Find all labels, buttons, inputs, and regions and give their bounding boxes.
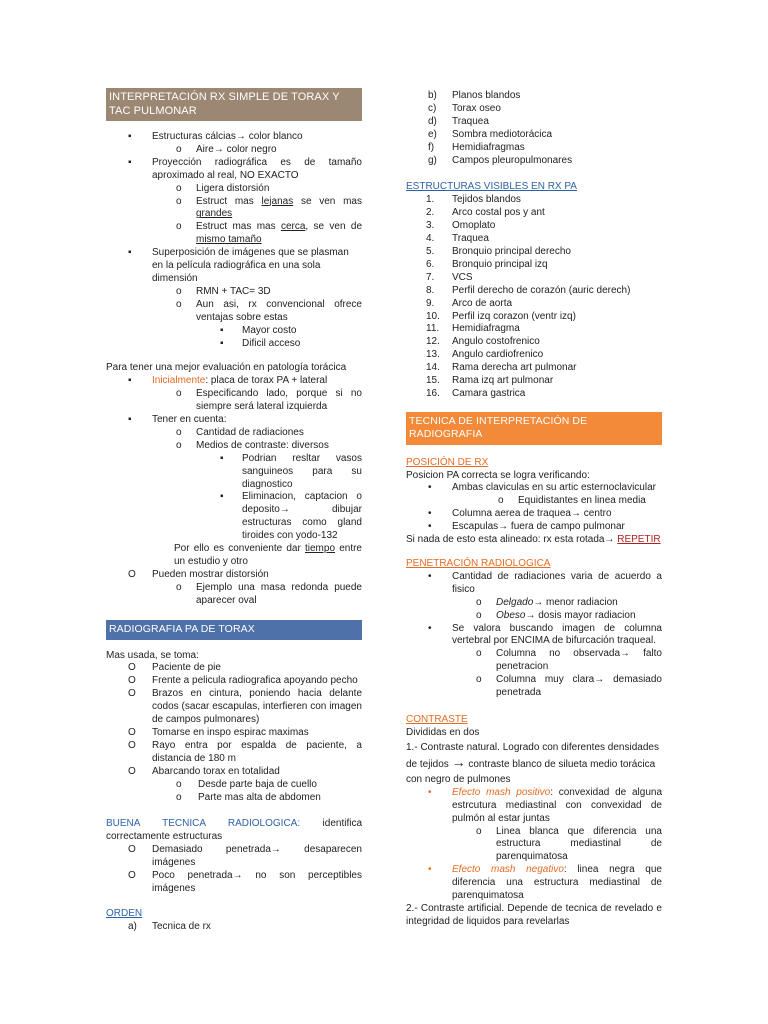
list-item	[406, 648, 662, 674]
item-text: cerca	[280, 221, 306, 233]
list-item	[406, 571, 662, 597]
item-text: Se valora buscando imagen de columna vertebral por ENCIMA de bifurcación traqueal.	[452, 622, 662, 647]
section-heading: ESTRUCTURAS VISIBLES EN RX PA	[406, 181, 577, 193]
main-title: INTERPRETACIÓN RX SIMPLE DE TORAX Y TAC PULMONAR	[109, 91, 340, 117]
list-number: 14.	[426, 362, 440, 374]
item-text: Medios de contraste: diversos	[196, 439, 329, 451]
item-text: centro	[580, 508, 612, 520]
item-text: Ligera distorsión	[196, 182, 270, 194]
item-text: Escapulas	[452, 521, 499, 533]
item-text: : linea negra que diferencia una estructura mediastinal de parenquimatosa	[452, 864, 662, 902]
heading-text: BUENA TECNICA RADIOLOGICA:	[106, 818, 301, 830]
list-item	[106, 688, 362, 727]
list-number: 5.	[426, 245, 435, 257]
circle-bullet-icon: o	[176, 182, 182, 194]
circle-bullet-icon: o	[476, 648, 482, 660]
list-item	[406, 623, 662, 649]
section-title: TECNICA DE INTERPRETACIÓN DE RADIOGRAFIA	[409, 414, 588, 440]
paragraph	[406, 534, 662, 547]
list-item	[106, 569, 362, 582]
section-heading: PENETRACIÓN RADIOLOGICA	[406, 558, 551, 569]
paragraph: Posicion PA correcta se logra verificando:	[406, 469, 590, 481]
list-item	[106, 582, 362, 608]
list-item	[106, 375, 362, 388]
square-bullet-icon: ▪	[220, 491, 224, 503]
list-item	[106, 491, 362, 543]
list-item	[106, 299, 362, 325]
item-text: Tecnica de rx	[152, 920, 211, 932]
item-text: Tejidos blandos	[452, 194, 521, 206]
list-number: 15.	[426, 375, 440, 387]
list-item	[406, 826, 662, 865]
item-text: Rayo entra por espalda de paciente, a distancia de 180 m	[152, 739, 362, 764]
list-item	[106, 388, 362, 414]
list-item	[406, 129, 662, 142]
item-text: Ambas claviculas en su artic esternoclavicular	[452, 482, 656, 494]
item-text: Brazos en cintura, poniendo hacia delante codos (sacar escapulas, interfieren con imagen de campos pulmonares)	[152, 688, 362, 726]
section-heading: POSICIÓN DE RX	[406, 456, 489, 468]
item-text: falto penetracion	[496, 648, 662, 673]
circle-bullet-icon: o	[176, 791, 182, 803]
list-item	[106, 792, 362, 805]
item-text: identifica correctamente estructuras	[106, 818, 363, 843]
list-number: 8.	[426, 284, 435, 296]
item-text: Torax oseo	[452, 102, 501, 114]
list-item	[106, 766, 362, 779]
square-bullet-icon: ▪	[128, 156, 132, 168]
section-heading: CONTRASTE	[406, 713, 468, 725]
paragraph	[106, 543, 362, 569]
circle-bullet-icon: O	[128, 568, 136, 580]
item-text: Especificando lado, porque si no siempre será lateral izquierda	[196, 388, 362, 413]
item-text: Superposición de imágenes que se plasman en la película radiográfica en una sola dimensión	[152, 247, 349, 284]
item-text: Frente a pelicula radiografica apoyando pecho	[152, 675, 358, 687]
item-text: desaparecen imágenes	[152, 844, 362, 869]
item-text: 1.- Contraste natural. Logrado con diferentes densidades de tejidos	[406, 741, 659, 770]
list-number: 7.	[426, 271, 435, 283]
list-item	[406, 285, 662, 298]
square-bullet-icon: ▪	[220, 324, 224, 336]
item-text: Demasiado penetrada	[152, 844, 271, 856]
arrow-icon: →	[232, 870, 243, 882]
item-text: Sombra mediotorácica	[452, 128, 553, 140]
circle-bullet-icon: O	[128, 675, 136, 687]
circle-bullet-icon: o	[176, 426, 182, 438]
paragraph	[406, 740, 662, 787]
section-title: RADIOGRAFIA PA DE TORAX	[109, 622, 255, 635]
item-text: Linea blanca que diferencia una estructura mediastinal de parenquimatosa	[496, 825, 662, 863]
paragraph: Divididas en dos	[406, 726, 480, 738]
item-text: tiempo	[305, 543, 336, 555]
right-column	[406, 90, 662, 929]
item-text: Rama derecha art pulmonar	[452, 362, 577, 374]
dot-bullet-icon: •	[428, 570, 432, 582]
list-item	[406, 246, 662, 259]
list-item	[106, 414, 362, 427]
dot-bullet-icon: •	[428, 622, 432, 634]
list-item	[406, 362, 662, 375]
list-item	[106, 675, 362, 688]
arrow-icon: →	[498, 521, 509, 533]
item-text: grandes	[196, 208, 233, 220]
list-item	[406, 298, 662, 311]
list-item	[106, 338, 362, 351]
list-item	[106, 727, 362, 740]
list-item	[106, 196, 362, 222]
paragraph: Mas usada, se toma:	[106, 649, 199, 661]
list-item	[406, 482, 662, 495]
main-title-band	[106, 88, 362, 121]
arrow-icon: →	[270, 844, 281, 856]
item-text: Estruct mas mas	[196, 221, 281, 233]
list-item	[406, 375, 662, 388]
list-item	[406, 233, 662, 246]
item-text: Efecto mash positivo	[452, 786, 551, 798]
list-item	[406, 207, 662, 220]
list-item	[106, 427, 362, 440]
list-item	[106, 286, 362, 299]
circle-bullet-icon: O	[128, 726, 136, 738]
list-marker: d)	[428, 115, 437, 127]
list-item	[406, 864, 662, 903]
list-item	[106, 247, 362, 286]
list-item	[106, 921, 362, 934]
item-text: Hemidiafragma	[452, 323, 520, 335]
square-bullet-icon: ▪	[128, 131, 132, 142]
item-text: Angulo costofrenico	[452, 336, 540, 348]
circle-bullet-icon: o	[176, 143, 182, 155]
list-number: 1.	[426, 194, 435, 206]
circle-bullet-icon: O	[128, 870, 136, 882]
item-text: Bronquio principal izq	[452, 258, 548, 270]
item-text: Estruct mas	[196, 195, 262, 207]
arrow-icon: →	[594, 674, 605, 686]
list-marker: e)	[428, 128, 437, 140]
dot-bullet-icon: •	[428, 482, 432, 494]
list-item	[106, 662, 362, 675]
circle-bullet-icon: o	[176, 221, 182, 233]
list-item	[406, 116, 662, 129]
section-heading: ORDEN	[106, 907, 143, 919]
item-text: Desde parte baja de cuello	[198, 778, 317, 790]
item-text: Columna aerea de traquea	[452, 508, 571, 520]
list-marker: b)	[428, 90, 437, 101]
item-text: Si nada de esto esta alineado: rx esta rotada	[406, 534, 605, 546]
circle-bullet-icon: o	[176, 778, 182, 790]
arrow-icon: →	[279, 504, 290, 516]
item-text: Aire	[196, 143, 214, 155]
item-text: Tomarse en inspo espirac maximas	[152, 726, 309, 738]
item-text: Parte mas alta de abdomen	[198, 791, 321, 803]
list-item	[406, 495, 662, 508]
circle-bullet-icon: o	[176, 285, 182, 297]
item-text: Perfil derecho de corazón (auric derech)	[452, 284, 631, 296]
item-text: , se ven de	[305, 221, 362, 233]
dot-bullet-icon: •	[428, 521, 432, 533]
item-text: dosis mayor radiacion	[535, 609, 636, 621]
list-item	[106, 870, 362, 896]
list-item	[106, 144, 362, 157]
paragraph: 2.- Contraste artificial. Depende de tecnica de revelado e integridad de liquidos para revelarlas	[406, 902, 662, 927]
circle-bullet-icon: O	[128, 739, 136, 751]
list-item	[406, 155, 662, 168]
item-text: REPETIR	[617, 534, 661, 546]
list-item	[406, 508, 662, 521]
list-number: 13.	[426, 349, 440, 361]
item-text: Estructuras cálcias	[152, 131, 236, 142]
list-item	[106, 131, 362, 144]
circle-bullet-icon: o	[176, 298, 182, 310]
item-text: Traquea	[452, 115, 489, 127]
item-text: : placa de torax PA + lateral	[205, 375, 328, 387]
dot-bullet-icon: •	[428, 786, 432, 798]
arrow-icon: →	[604, 534, 615, 546]
list-item	[106, 183, 362, 196]
item-text: Proyección radiográfica es de tamaño aproximado al real, NO EXACTO	[152, 156, 362, 181]
square-bullet-icon: ▪	[128, 247, 132, 259]
circle-bullet-icon: O	[128, 688, 136, 700]
item-text: dibujar estructuras como gland tiroides con yodo-132	[242, 504, 362, 542]
item-text: Abarcando torax en totalidad	[152, 765, 280, 777]
item-text: Angulo cardiofrenico	[452, 349, 544, 361]
list-number: 12.	[426, 336, 440, 348]
list-number: 16.	[426, 387, 440, 399]
item-text: Hemidiafragmas	[452, 141, 525, 153]
item-text: Mayor costo	[242, 324, 297, 336]
circle-bullet-icon: o	[476, 596, 482, 608]
list-number: 9.	[426, 297, 435, 309]
arrow-icon: →	[570, 508, 581, 520]
paragraph	[106, 818, 362, 844]
item-text: Cantidad de radiaciones varia de acuerdo a fisico	[452, 570, 662, 595]
item-text: Poco penetrada	[152, 870, 233, 882]
list-item	[406, 142, 662, 155]
list-marker: f)	[428, 141, 435, 153]
list-item	[106, 325, 362, 338]
list-item	[406, 259, 662, 272]
list-item	[406, 272, 662, 285]
list-item	[406, 336, 662, 349]
item-text: menor radiacion	[543, 596, 618, 608]
square-bullet-icon: ▪	[128, 414, 132, 426]
square-bullet-icon: ▪	[220, 452, 224, 464]
arrow-icon: →	[213, 143, 224, 155]
item-text: Eliminacion, captacion o deposito	[242, 491, 362, 516]
list-number: 3.	[426, 220, 435, 232]
item-text: Omoplato	[452, 220, 496, 232]
item-text: Columna no observada	[496, 648, 621, 660]
arrow-icon: →	[525, 609, 536, 621]
list-item	[406, 90, 662, 103]
circle-bullet-icon: o	[176, 388, 182, 400]
list-item	[106, 157, 362, 183]
item-text: Camara gastrica	[452, 387, 526, 399]
item-text: Delgado	[496, 596, 534, 608]
item-text: entre un estudio y otro	[174, 543, 362, 567]
list-item	[406, 311, 662, 324]
list-item	[406, 103, 662, 116]
item-text: Traquea	[452, 233, 489, 245]
item-text: Inicialmente	[152, 375, 206, 387]
circle-bullet-icon: o	[476, 609, 482, 621]
item-text: mismo tamaño	[196, 234, 262, 246]
item-text: no son perceptibles imágenes	[152, 870, 362, 894]
item-text: Equidistantes en linea media	[518, 495, 646, 507]
list-number: 2.	[426, 207, 435, 219]
list-marker: g)	[428, 154, 437, 166]
list-item	[406, 610, 662, 623]
list-item	[406, 787, 662, 826]
item-text: Por ello es conveniente dar	[174, 543, 305, 555]
item-text: Dificil acceso	[242, 337, 301, 349]
item-text: Perfil izq corazon (ventr izq)	[452, 310, 576, 322]
left-column	[106, 88, 362, 934]
arrow-icon: →	[620, 648, 631, 660]
item-text: Podrian resltar vasos sanguineos para su diagnostico	[242, 452, 362, 490]
list-number: 10.	[426, 310, 440, 322]
arrow-icon: →	[451, 753, 466, 770]
circle-bullet-icon: O	[128, 662, 136, 674]
item-text: Paciente de pie	[152, 662, 221, 674]
item-text: Aun asi, rx convencional ofrece ventajas sobre estas	[196, 298, 362, 323]
list-marker: c)	[428, 102, 437, 114]
arrow-icon: →	[235, 131, 246, 142]
item-text: Rama izq art pulmonar	[452, 375, 554, 387]
dot-bullet-icon: •	[428, 864, 432, 876]
circle-bullet-icon: O	[128, 765, 136, 777]
list-item	[406, 349, 662, 362]
item-text: RMN + TAC= 3D	[196, 285, 271, 297]
paragraph: Para tener una mejor evaluación en patología torácica	[106, 362, 347, 374]
item-text: Campos pleuropulmonares	[452, 154, 573, 166]
list-number: 11.	[426, 323, 440, 335]
list-item	[406, 521, 662, 534]
item-text: Tener en cuenta:	[152, 414, 227, 426]
dot-bullet-icon: •	[428, 508, 432, 520]
item-text: VCS	[452, 271, 473, 283]
circle-bullet-icon: o	[176, 439, 182, 451]
item-text: Arco costal pos y ant	[452, 207, 545, 219]
list-number: 6.	[426, 258, 435, 270]
list-item	[406, 323, 662, 336]
item-text: fuera de campo pulmonar	[508, 521, 625, 533]
square-bullet-icon: ▪	[128, 375, 132, 387]
circle-bullet-icon: o	[498, 495, 504, 507]
list-item	[106, 844, 362, 870]
list-item	[406, 220, 662, 233]
arrow-icon: →	[533, 596, 544, 608]
item-text: demasiado penetrada	[496, 674, 662, 699]
circle-bullet-icon: o	[176, 195, 182, 207]
circle-bullet-icon: O	[128, 844, 136, 856]
item-text: Pueden mostrar distorsión	[152, 568, 269, 580]
item-text: Arco de aorta	[452, 297, 513, 309]
item-text: contraste blanco de silueta medio torácica con negro de pulmones	[406, 758, 656, 785]
list-item	[106, 453, 362, 492]
item-text: Efecto mash negativo	[452, 864, 564, 876]
item-text: Ejemplo una masa redonda puede aparecer oval	[196, 581, 362, 606]
list-item	[106, 779, 362, 792]
item-text: lejanas	[261, 195, 294, 207]
item-text: color negro	[223, 143, 277, 155]
item-text: Cantidad de radiaciones	[196, 426, 304, 438]
item-text: Planos blandos	[452, 90, 521, 101]
list-marker: a)	[128, 920, 137, 932]
list-item	[406, 194, 662, 207]
list-item	[406, 388, 662, 401]
item-text: se ven mas	[293, 195, 362, 207]
section-band	[106, 620, 362, 640]
item-text: : convexidad de alguna estrcutura mediastinal con convexidad de pulmón al estar juntas	[452, 786, 663, 824]
circle-bullet-icon: o	[176, 581, 182, 593]
circle-bullet-icon: o	[476, 825, 482, 837]
item-text: Obeso	[496, 609, 526, 621]
item-text: Bronquio principal derecho	[452, 245, 571, 257]
list-item	[106, 440, 362, 453]
item-text: color blanco	[245, 131, 303, 142]
circle-bullet-icon: o	[476, 674, 482, 686]
list-item	[106, 221, 362, 247]
list-item	[406, 674, 662, 700]
list-item	[106, 740, 362, 766]
item-text: Columna muy clara	[496, 674, 595, 686]
section-band	[406, 412, 662, 445]
square-bullet-icon: ▪	[220, 337, 224, 349]
list-number: 4.	[426, 233, 435, 245]
structures-list	[406, 194, 662, 401]
list-item	[406, 597, 662, 610]
